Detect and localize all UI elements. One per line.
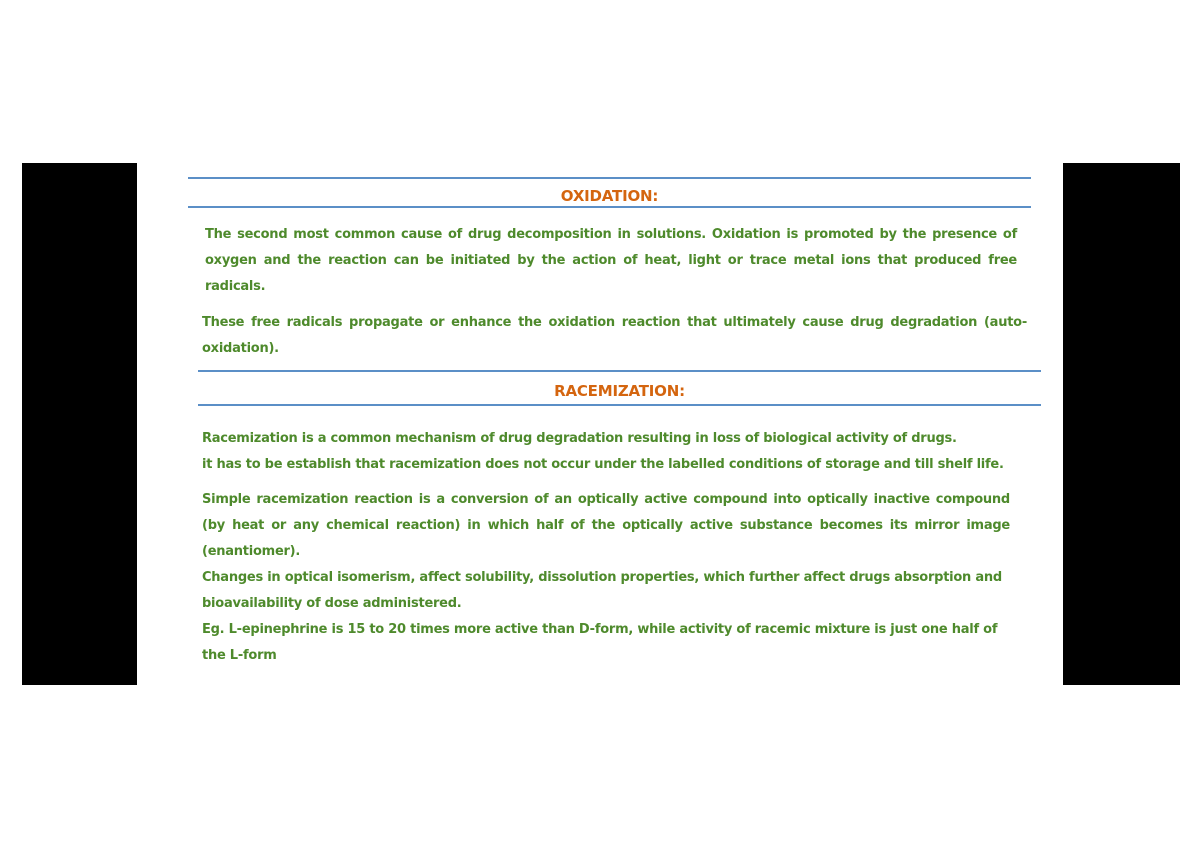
oxidation-paragraph-2: These free radicals propagate or enhance the oxidation reaction that ultimately cause drug degradation (auto-oxidation). bbox=[202, 315, 1027, 356]
racemization-heading: RACEMIZATION: bbox=[554, 382, 685, 400]
slide bbox=[137, 163, 1063, 685]
racemization-paragraph-3: Simple racemization reaction is a conversion of an optically active compound into optically inactive compound (by heat or any chemical reaction) in which half of the optically active substance becomes its mirror image (enantiomer). bbox=[202, 492, 1010, 559]
racemization-line-1: Racemization is a common mechanism of drug degradation resulting in loss of biological activity of drugs. bbox=[202, 431, 957, 446]
racemization-paragraph-5: Eg. L-epinephrine is 15 to 20 times more active than D-form, while activity of racemic mixture is just one half of the L-form bbox=[202, 622, 998, 663]
letterbox-right bbox=[1063, 163, 1180, 685]
letterbox-left bbox=[22, 163, 137, 685]
oxidation-top-rule bbox=[188, 177, 1031, 179]
racemization-line-2: it has to be establish that racemization does not occur under the labelled conditions of storage and till shelf life. bbox=[202, 457, 1004, 472]
oxidation-paragraph-1: The second most common cause of drug decomposition in solutions. Oxidation is promoted by the presence of oxygen and the reaction can be initiated by the action of heat, light or trace metal ions that produced free radicals. bbox=[205, 227, 1017, 294]
racemization-bottom-rule bbox=[198, 404, 1041, 406]
racemization-paragraph-4: Changes in optical isomerism, affect solubility, dissolution properties, which further affect drugs absorption and bioavailability of dose administered. bbox=[202, 570, 1002, 611]
oxidation-bottom-rule bbox=[188, 206, 1031, 208]
oxidation-heading: OXIDATION: bbox=[560, 187, 659, 205]
racemization-top-rule bbox=[198, 370, 1041, 372]
